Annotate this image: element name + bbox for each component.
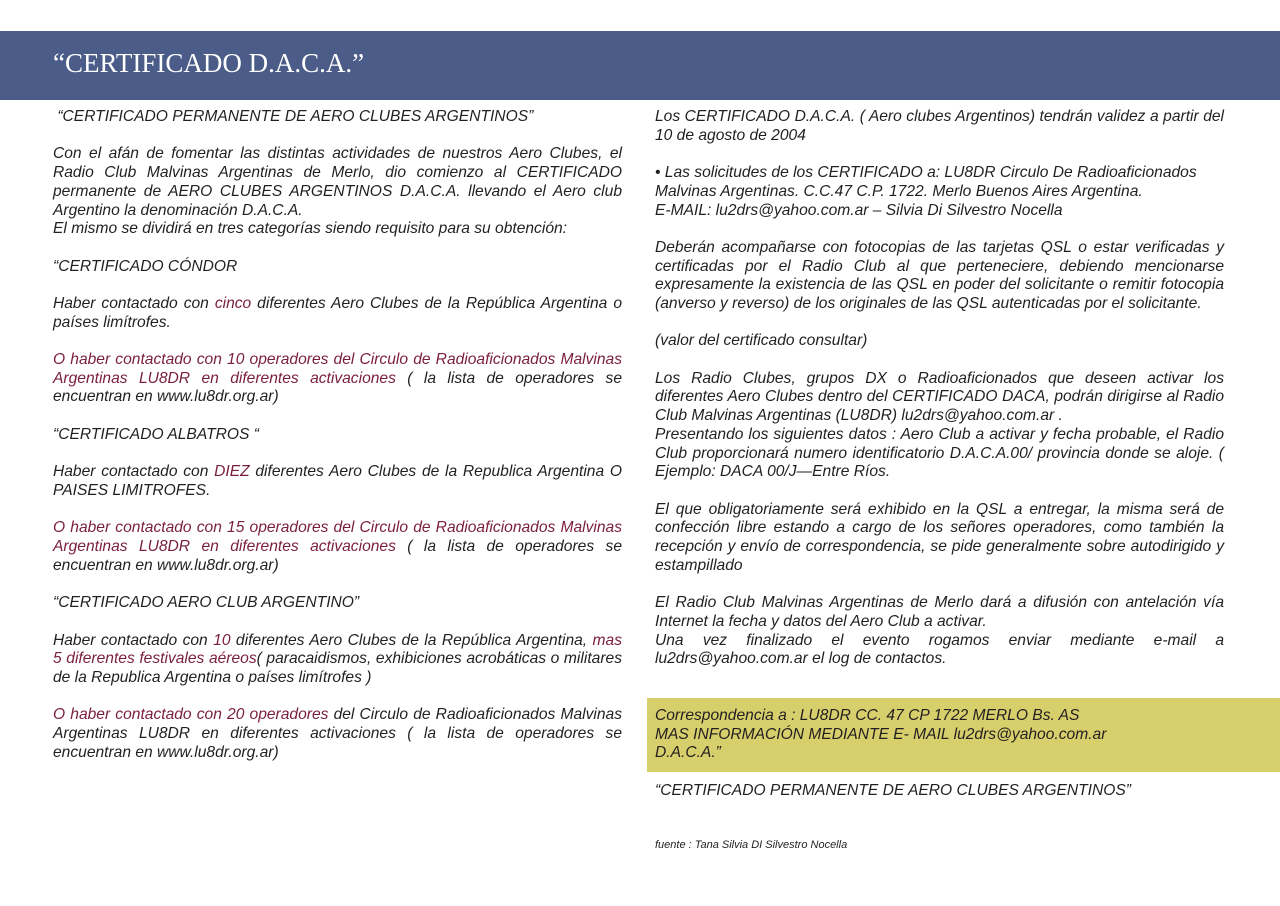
condor-title: “CERTIFICADO CÓNDOR	[53, 257, 238, 275]
requests-email: E-MAIL: lu2drs@yahoo.com.ar – Silvia Di Silvestro Nocella	[655, 201, 1063, 219]
condor-alternative	[53, 351, 622, 407]
condor-req-text-b: diferentes Aero Clubes de la República Argentina o países limítrofes.	[53, 294, 622, 331]
clubs-data-paragraph: Presentando los siguientes datos : Aero Club a activar y fecha probable, el Radio Club proporcionará numero identificatorio D.A.C.A.00/ provincia donde se aloje. ( Ejemplo: DACA 00/J—Entre Ríos.	[655, 425, 1224, 481]
condor-req-text-a: Haber contactado con	[53, 294, 215, 312]
correspondence-address: Correspondencia a : LU8DR CC. 47 CP 1722 MERLO Bs. AS	[655, 707, 1080, 724]
qsl-paragraph: Deberán acompañarse con fotocopias de las tarjetas QSL o estar verificadas y certificadas por el Radio Club al que perteneciere, debiendo mencionarse expresamente la existencia de las QSL en poder del solicitante o remitir fotocopia (anverso y reverso) de los originales de las QSL autenticadas por el solicitante.	[655, 238, 1224, 312]
page-title: “CERTIFICADO D.A.C.A.”	[53, 48, 365, 78]
aeroclub-alternative	[53, 706, 622, 762]
aeroclub-req-highlight-festivals: mas 5 diferentes festivales aéreos	[53, 631, 622, 668]
albatros-req-text-a: Haber contactado con	[53, 463, 215, 481]
albatros-title: “CERTIFICADO ALBATROS “	[53, 425, 259, 443]
diffusion-paragraph: El Radio Club Malvinas Argentinas de Merlo dará a difusión con antelación vía Internet la fecha y datos del Aero Club a activar.	[655, 594, 1224, 630]
condor-alt-highlight: O haber contactado con 10 operadores del Circulo de Radioaficionados Malvinas Argentinas LU8DR en diferentes activaciones	[53, 351, 622, 387]
correspondence-daca: D.A.C.A.”	[655, 744, 721, 762]
value-note: (valor del certificado consultar)	[655, 332, 868, 350]
intro-requirement: El mismo se dividirá en tres categorías siendo requisito para su obtención:	[53, 220, 567, 238]
albatros-requirement	[53, 463, 622, 500]
source-credit: fuente : Tana Silvia DI Silvestro Nocella	[655, 839, 848, 851]
aeroclub-alt-highlight: O haber contactado con 20 operadores	[53, 706, 329, 724]
mandatory-paragraph: El que obligatoriamente será exhibido en la QSL a entregar, la misma será de confección libre estando a cargo de los señores operadores, como también la recepción y envío de correspondencia, se pide generalmente sobre autodirigido y estampillado	[655, 500, 1224, 574]
validity-paragraph: Los CERTIFICADO D.A.C.A. ( Aero clubes Argentinos) tendrán validez a partir del 10 de agosto de 2004	[655, 108, 1224, 144]
correspondence-email: MAS INFORMACIÓN MEDIANTE E- MAIL lu2drs@yahoo.com.ar	[655, 725, 1107, 743]
albatros-alt-text: ( la lista de operadores se encuentran en www.lu8dr.org.ar)	[53, 538, 622, 574]
condor-requirement	[53, 295, 622, 332]
right-column	[655, 108, 1224, 688]
albatros-alternative	[53, 519, 622, 575]
aeroclub-requirement	[53, 632, 622, 688]
aeroclub-req-highlight: 10	[213, 631, 231, 649]
condor-req-highlight: cinco	[214, 294, 252, 312]
albatros-req-highlight: DIEZ	[214, 463, 250, 481]
aeroclub-req-text-b: diferentes Aero Clubes de la República Argentina,	[230, 631, 593, 649]
clubs-paragraph: Los Radio Clubes, grupos DX o Radioaficionados que deseen activar los diferentes Aero Clubes dentro del CERTIFICADO DACA, podrán dirigirse al Radio Club Malvinas Argentinas (LU8DR) lu2drs@yahoo.com.ar .	[655, 369, 1224, 425]
condor-alt-text: ( la lista de operadores se encuentran en www.lu8dr.org.ar)	[53, 369, 622, 406]
albatros-req-text-b: diferentes Aero Clubes de la Republica Argentina O PAISES LIMITROFES.	[53, 463, 622, 499]
aeroclub-req-text-a: Haber contactado con	[53, 631, 214, 649]
intro-paragraph: Con el afán de fomentar las distintas actividades de nuestros Aero Clubes, el Radio Club Malvinas Argentinas de Merlo, dio comienzo al CERTIFICADO permanente de AERO CLUBES ARGENTINOS D.A.C.A. llevando el Aero club Argentino la denominación D.A.C.A.	[53, 145, 622, 219]
albatros-alt-highlight: O haber contactado con 15 operadores del Circulo de Radioaficionados Malvinas Argentinas LU8DR en diferentes activaciones	[53, 519, 622, 556]
aeroclub-alt-text: del Circulo de Radioaficionados Malvinas Argentinas LU8DR en diferentes activaciones ( la lista de operadores se encuentran en www.lu8dr.org.ar)	[53, 706, 622, 761]
aeroclub-title: “CERTIFICADO AERO CLUB ARGENTINO”	[53, 594, 360, 612]
subtitle: “CERTIFICADO PERMANENTE DE AERO CLUBES ARGENTINOS”	[53, 108, 534, 125]
footer-title: “CERTIFICADO PERMANENTE DE AERO CLUBES ARGENTINOS”	[655, 782, 1131, 799]
correspondence-text	[655, 707, 1255, 763]
requests-address: • Las solicitudes de los CERTIFICADO a: LU8DR Circulo De Radioaficionados Malvinas Argentinas. C.C.47 C.P. 1722. Merlo Buenos Aires Argentina.	[655, 164, 1197, 200]
aeroclub-req-text-c: ( paracaidismos, exhibiciones acrobáticas o militares de la Republica Argentina o países limítrofes )	[53, 650, 622, 686]
left-column	[53, 108, 622, 781]
diffusion-email-paragraph: Una vez finalizado el evento rogamos enviar mediante e-mail a lu2drs@yahoo.com.ar el log de contactos.	[655, 631, 1224, 668]
